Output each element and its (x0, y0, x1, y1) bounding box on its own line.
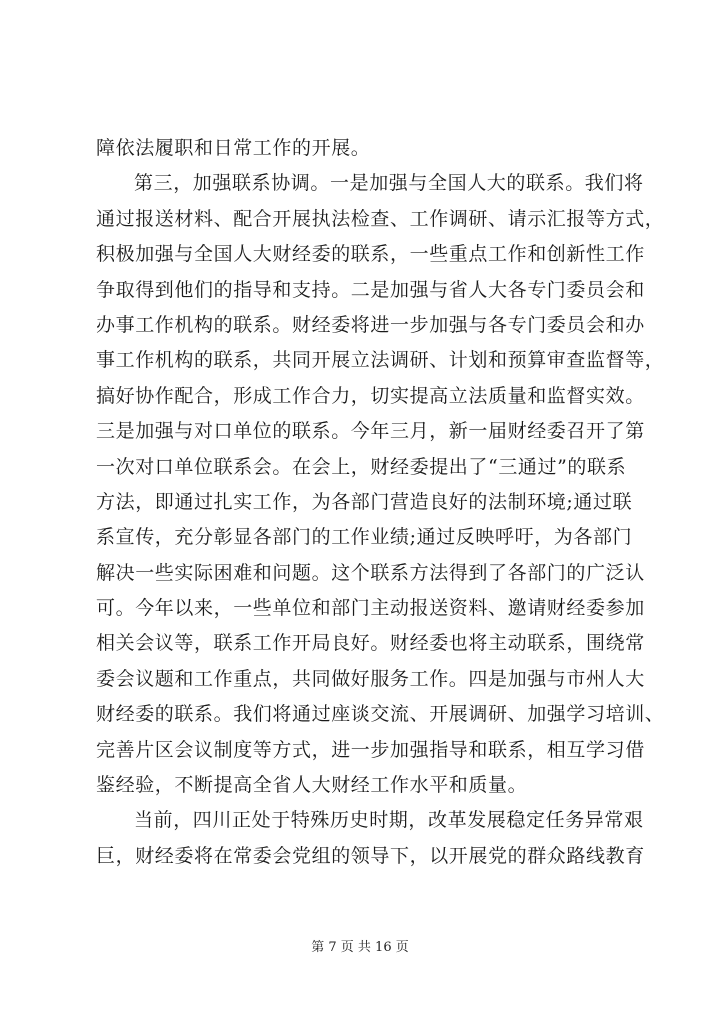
body-text (96, 131, 665, 874)
text-line: 委会议题和工作重点，共同做好服务工作。四是加强与市州人大 (96, 667, 645, 690)
paragraph-start-line: 第三，加强联系协调。一是加强与全国人大的联系。我们将 (134, 172, 644, 195)
text-line: 通过报送材料、配合开展执法检查、工作调研、请示汇报等方式， (96, 207, 665, 230)
text-line: 相关会议等，联系工作开局良好。财经委也将主动联系，围绕常 (96, 632, 645, 655)
text-line: 系宣传，充分彰显各部门的工作业绩;通过反映呼吁，为各部门 (96, 526, 633, 549)
text-line: 争取得到他们的指导和支持。二是加强与省人大各专门委员会和 (96, 278, 645, 301)
text-line: 完善片区会议制度等方式，进一步加强指导和联系，相互学习借 (96, 738, 645, 761)
text-line: 方法，即通过扎实工作，为各部门营造良好的法制环境;通过联 (96, 490, 633, 513)
paragraph-start-line: 当前，四川正处于特殊历史时期，改革发展稳定任务异常艰 (134, 809, 644, 832)
text-line: 障依法履职和日常工作的开展。 (96, 137, 371, 159)
text-line: 财经委的联系。我们将通过座谈交流、开展调研、加强学习培训、 (96, 703, 665, 726)
text-line: 积极加强与全国人大财经委的联系，一些重点工作和创新性工作 (96, 243, 645, 266)
text-line: 事工作机构的联系，共同开展立法调研、计划和预算审查监督等， (96, 349, 665, 372)
text-line: 一次对口单位联系会。在会上，财经委提出了“三通过”的联系 (96, 455, 627, 478)
text-line: 巨，财经委将在常委会党组的领导下，以开展党的群众路线教育 (96, 844, 645, 867)
text-line: 可。今年以来，一些单位和部门主动报送资料、邀请财经委参加 (96, 597, 645, 620)
page-number-footer: 第 7 页 共 16 页 (311, 940, 409, 955)
text-line: 办事工作机构的联系。财经委将进一步加强与各专门委员会和办 (96, 313, 645, 336)
text-line: 解决一些实际困难和问题。这个联系方法得到了各部门的广泛认 (96, 561, 645, 584)
text-line: 鉴经验，不断提高全省人大财经工作水平和质量。 (96, 774, 528, 797)
text-line: 三是加强与对口单位的联系。今年三月，新一届财经委召开了第 (96, 420, 645, 443)
text-line: 搞好协作配合，形成工作合力，切实提高立法质量和监督实效。 (96, 384, 645, 407)
